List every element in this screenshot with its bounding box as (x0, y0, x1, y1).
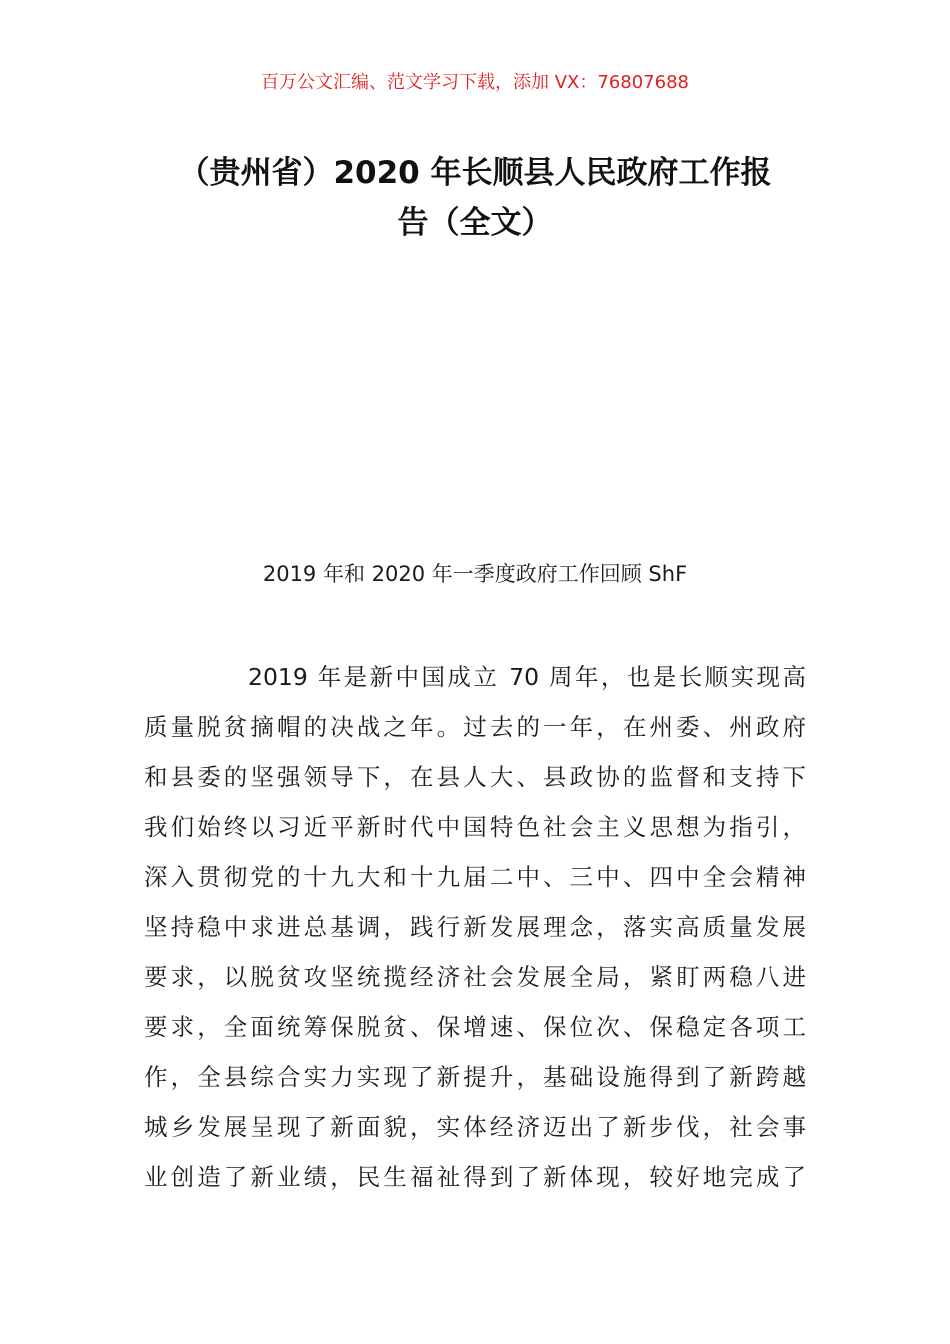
body-paragraph (144, 652, 806, 1202)
title-line-2: 告（全文） (397, 205, 553, 241)
title-line-1: （贵州省）2020 年长顺县人民政府工作报 (178, 155, 772, 191)
document-title (145, 148, 805, 248)
paragraph-line: 我们始终以习近平新时代中国特色社会主义思想为指引， (144, 813, 806, 841)
paragraph-line: 坚持稳中求进总基调，践行新发展理念，落实高质量发展 (144, 913, 806, 941)
header-note: 百万公文汇编、范文学习下载，添加 VX：76807688 (261, 72, 689, 93)
paragraph-line: 和县委的坚强领导下，在县人大、县政协的监督和支持下 (144, 763, 806, 791)
paragraph-line: 要求，全面统筹保脱贫、保增速、保位次、保稳定各项工 (144, 1013, 806, 1041)
paragraph-line: 业创造了新业绩，民生福祉得到了新体现，较好地完成了 (144, 1163, 806, 1191)
paragraph-line: 作，全县综合实力实现了新提升，基础设施得到了新跨越 (144, 1063, 806, 1091)
paragraph-line: 要求，以脱贫攻坚统揽经济社会发展全局，紧盯两稳八进 (144, 963, 806, 991)
paragraph-line: 深入贯彻党的十九大和十九届二中、三中、四中全会精神 (144, 863, 806, 891)
paragraph-line: 质量脱贫摘帽的决战之年。过去的一年，在州委、州政府 (144, 713, 806, 741)
paragraph-line: 2019 年是新中国成立 70 周年，也是长顺实现高 (248, 663, 806, 691)
paragraph-line: 城乡发展呈现了新面貌，实体经济迈出了新步伐，社会事 (144, 1113, 806, 1141)
section-heading: 2019 年和 2020 年一季度政府工作回顾 ShF (262, 562, 688, 586)
